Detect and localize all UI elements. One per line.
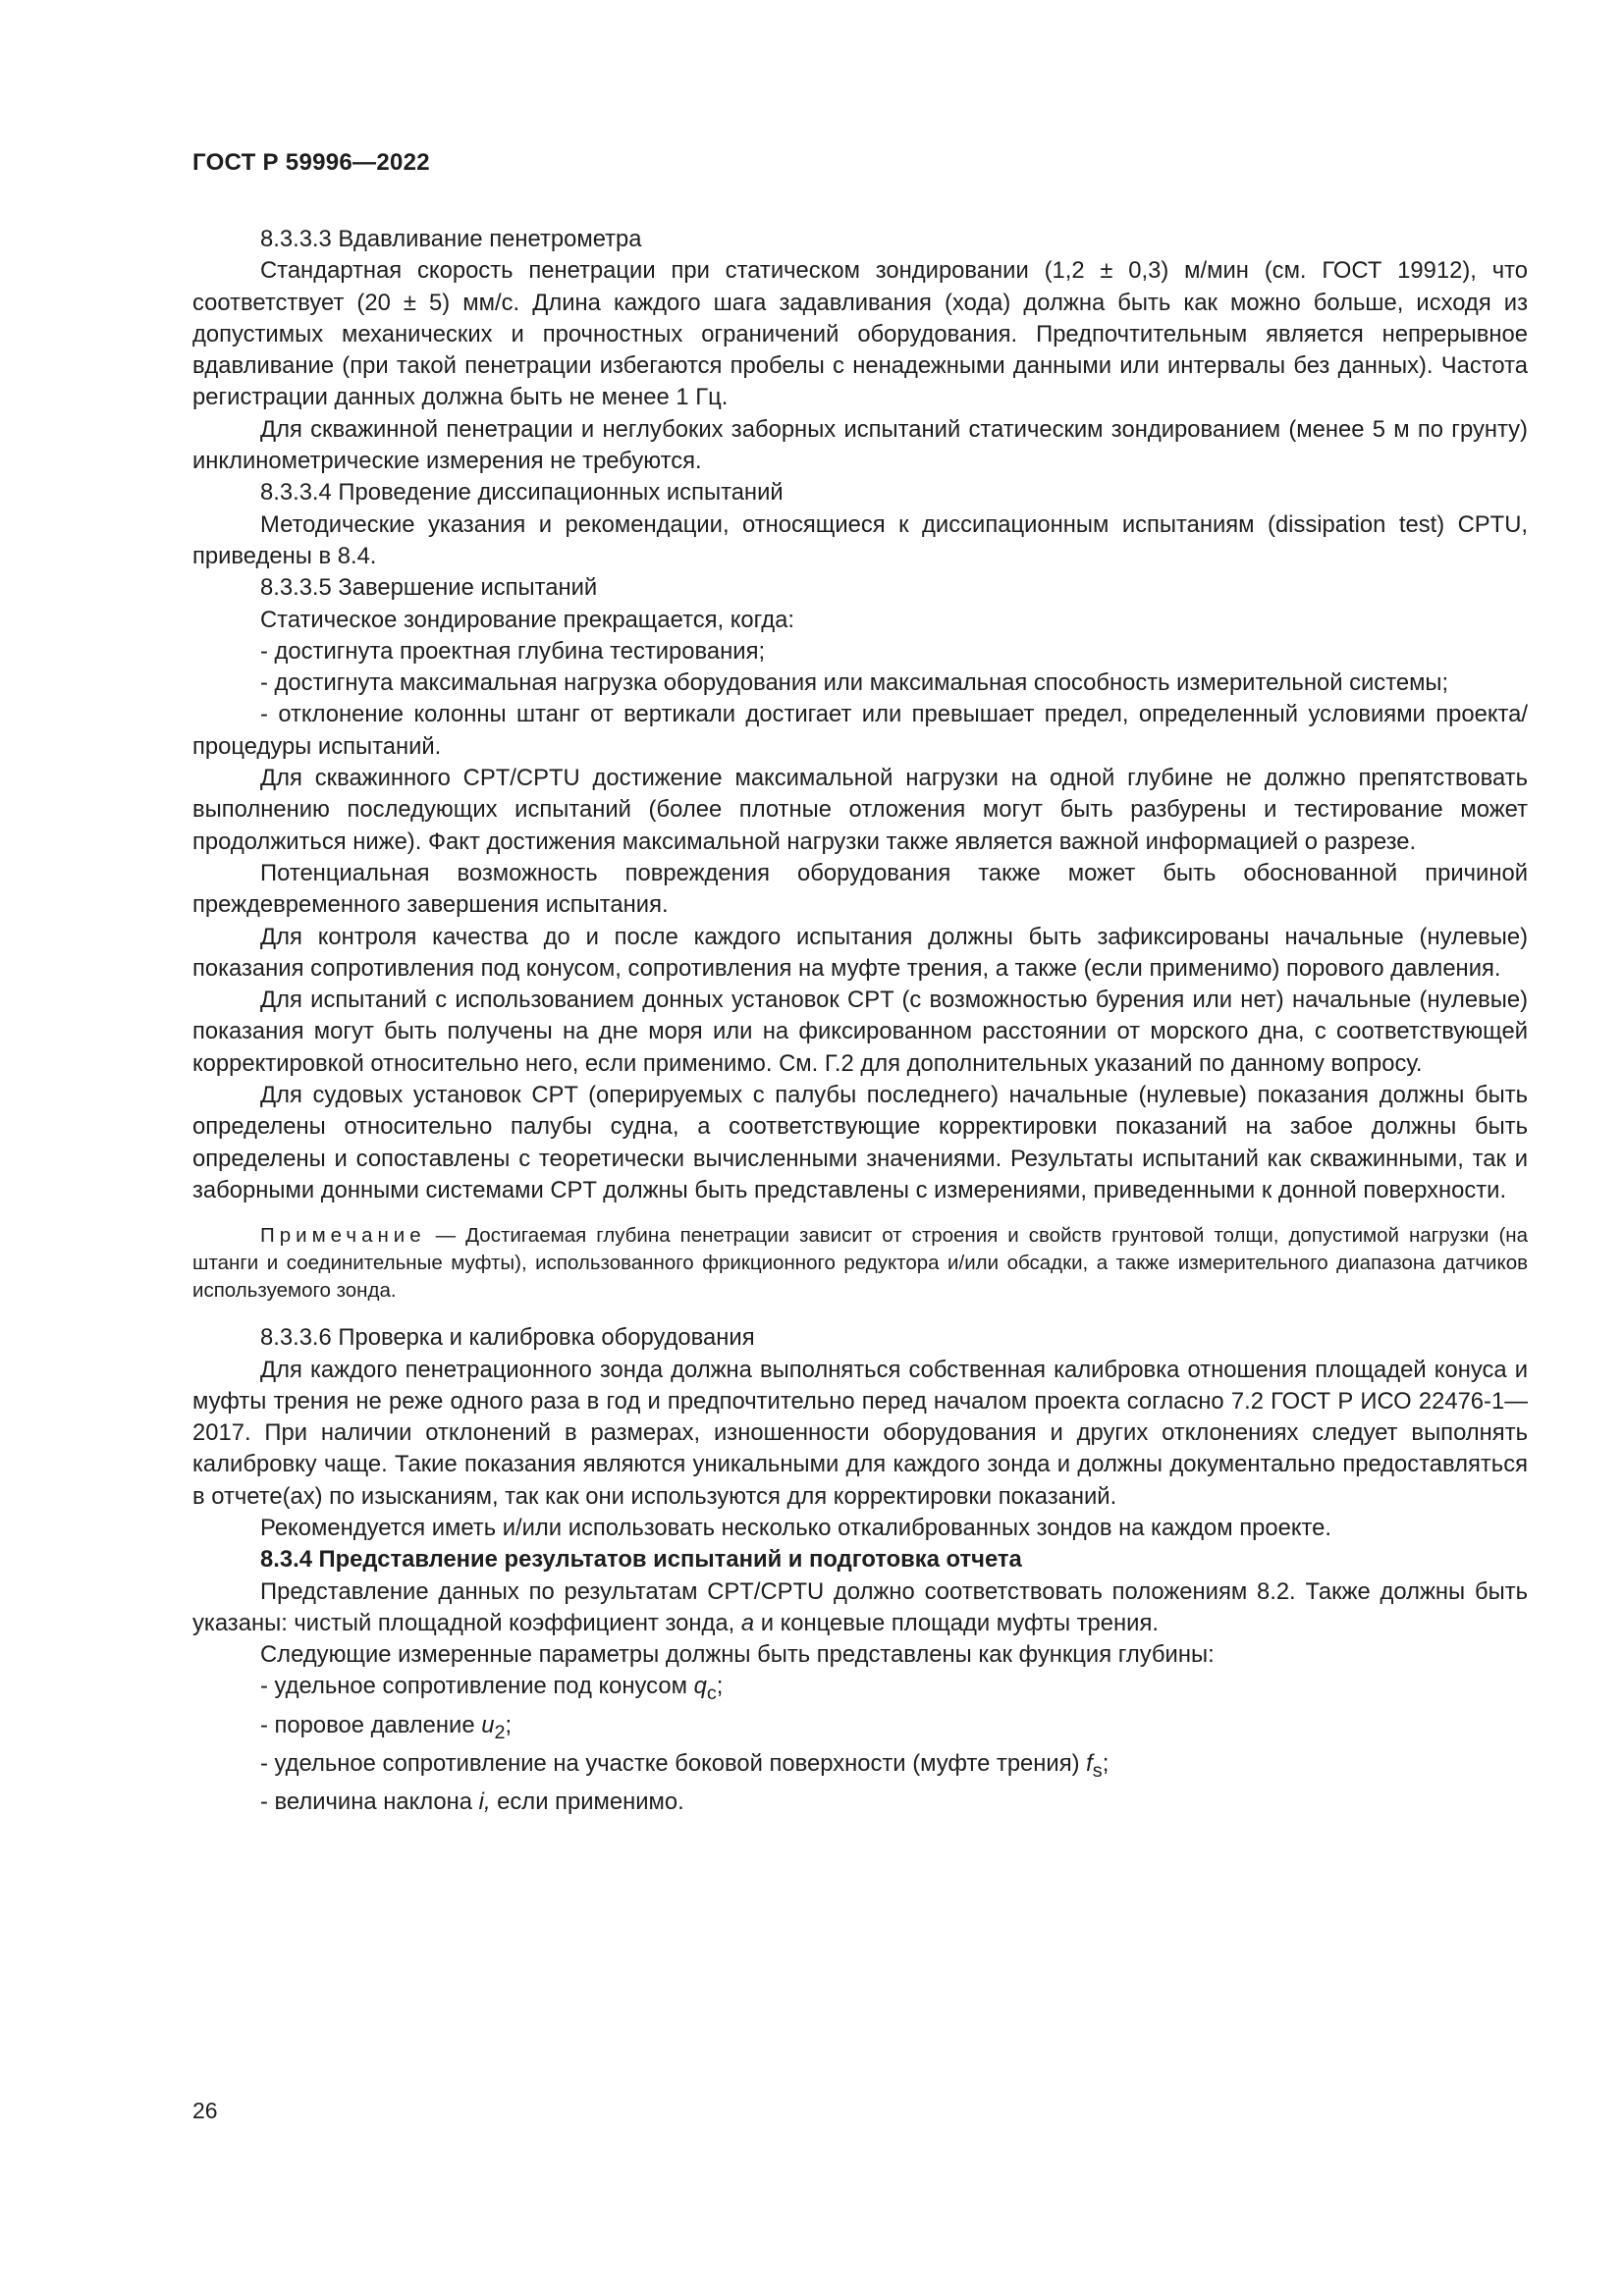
paragraph: Рекомендуется иметь и/или использовать несколько откалиброванных зондов на каждом проекте. — [260, 1514, 1331, 1541]
variable: i, — [478, 1788, 491, 1815]
text-run: и концевые площади муфты трения. — [754, 1609, 1159, 1636]
text-run: ; — [1102, 1749, 1110, 1777]
variable: u — [481, 1711, 495, 1738]
paragraph: Стандартная скорость пенетрации при статическом зондировании (1,2 ± 0,3) м/мин (см. ГОСТ 19912), что соответствует (20 ± 5) мм/с. Длина каждого шага задавливания (хода) должна быть как можно больше, исходя из допустимых механических и прочностных ограничений оборудования. Предпочтительным является непрерывное вдавливание (при такой пенетрации избегаются пробелы с ненадежными данными или интервалы без данных). Частота регистрации данных должна быть не менее 1 Гц. — [192, 257, 1528, 411]
list-item: - достигнута проектная глубина тестирования; — [260, 637, 766, 665]
paragraph: Для каждого пенетрационного зонда должна выполняться собственная калибровка отношения площадей конуса и муфты трения не реже одного раза в год и предпочтительно перед началом проекта согласно 7.2 ГОСТ Р ИСО 22476-1—2017. При наличии отклонений в размерах, изношенности оборудования и других отклонениях следует выполнять калибровку чаще. Такие показания являются уникальными для каждого зонда и должны документально предоставляться в отчете(ах) по изысканиям, так как они используются для корректировки показаний. — [192, 1356, 1528, 1510]
variable: f — [1086, 1749, 1093, 1777]
page-number: 26 — [192, 2098, 218, 2123]
paragraph: Для испытаний с использованием донных установок CPT (с возможностью бурения или нет) начальные (нулевые) показания могут быть получены на дне моря или на фиксированном расстоянии от морского дна, с соответствующей корректировкой относительно него, если применимо. См. Г.2 для дополнительных указаний по данному вопросу. — [192, 987, 1528, 1077]
section-heading: 8.3.3.4 Проведение диссипационных испытаний — [260, 479, 784, 507]
text-run: - величина наклона — [260, 1788, 479, 1815]
section-heading: 8.3.3.6 Проверка и калибровка оборудования — [260, 1324, 755, 1352]
paragraph: Методические указания и рекомендации, относящиеся к диссипационным испытаниям (dissipation test) CPTU, приведены в 8.4. — [192, 510, 1528, 569]
paragraph: Для скважинной пенетрации и неглубоких заборных испытаний статическим зондированием (менее 5 м по грунту) инклинометрические измерения не требуются. — [192, 415, 1528, 475]
text-run: Представление данных по результатам CPT/CPTU должно соответствовать положениям 8.2. Также должны быть указаны: чистый площадной коэффициент зонда, — [192, 1577, 1528, 1636]
paragraph: Статическое зондирование прекращается, когда: — [260, 606, 794, 633]
document-header: ГОСТ Р 59996—2022 — [192, 149, 430, 176]
text-run: если применимо. — [490, 1788, 684, 1815]
paragraph: Следующие измеренные параметры должны быть представлены как функция глубины: — [260, 1641, 1215, 1669]
paragraph: Для судовых установок CPT (оперируемых с палубы последнего) начальные (нулевые) показания должны быть определены относительно палубы судна, а соответствующие корректировки показаний на забое должны быть определены и сопоставлены с теоретически вычисленными значениями. Результаты испытаний как скважинными, так и заборными донными системами CPT должны быть представлены с измерениями, приведенными к донной поверхности. — [192, 1082, 1528, 1203]
note-text: — Достигаемая глубина пенетрации зависит от строения и свойств грунтовой толщи, допустимой нагрузки (на штанги и соединительные муфты), использованного фрикционного редуктора и/или обсадки, а также измерительного диапазона датчиков используемого зонда. — [192, 1224, 1528, 1303]
variable: a — [740, 1609, 755, 1636]
list-item — [192, 1748, 1528, 1787]
list-item — [192, 1671, 1528, 1709]
section-heading: 8.3.3.3 Вдавливание пенетрометра — [260, 226, 642, 252]
page-body — [192, 224, 1528, 1818]
section-heading: 8.3.3.5 Завершение испытаний — [260, 574, 598, 602]
text-run: - удельное сопротивление на участке боковой поверхности (муфте трения) — [260, 1749, 1087, 1777]
list-item — [192, 1710, 1528, 1748]
text-run: - поровое давление — [260, 1711, 482, 1738]
paragraph: Потенциальная возможность повреждения оборудования также может быть обоснованной причиной преждевременного завершения испытания. — [192, 859, 1528, 919]
list-item: - отклонение колонны штанг от вертикали достигает или превышает предел, определенный условиями проекта/процедуры испытаний. — [192, 701, 1528, 760]
note — [192, 1222, 1528, 1305]
text-run: - удельное сопротивление под конусом — [260, 1673, 694, 1700]
subscript: s — [1092, 1759, 1103, 1782]
paragraph: Для контроля качества до и после каждого испытания должны быть зафиксированы начальные (нулевые) показания сопротивления под конусом, сопротивления на муфте трения, а также (если применимо) порового давления. — [192, 923, 1528, 982]
paragraph: Для скважинного CPT/CPTU достижение максимальной нагрузки на одной глубине не должно препятствовать выполнению последующих испытаний (более плотные отложения могут быть разбурены и тестирование может продолжиться ниже). Факт достижения максимальной нагрузки также является важной информацией о разрезе. — [192, 765, 1528, 855]
text-run: ; — [505, 1711, 513, 1738]
variable: q — [693, 1673, 707, 1700]
section-heading: 8.3.4 Представление результатов испытаний и подготовка отчета — [260, 1546, 1022, 1574]
text-run: ; — [716, 1673, 724, 1700]
subscript: 2 — [494, 1721, 506, 1743]
list-item — [192, 1787, 1528, 1818]
note-label: Примечание — [260, 1224, 426, 1248]
paragraph — [192, 1576, 1528, 1640]
list-item: - достигнута максимальная нагрузка оборудования или максимальная способность измерительной системы; — [260, 669, 1449, 697]
subscript: c — [706, 1682, 717, 1705]
